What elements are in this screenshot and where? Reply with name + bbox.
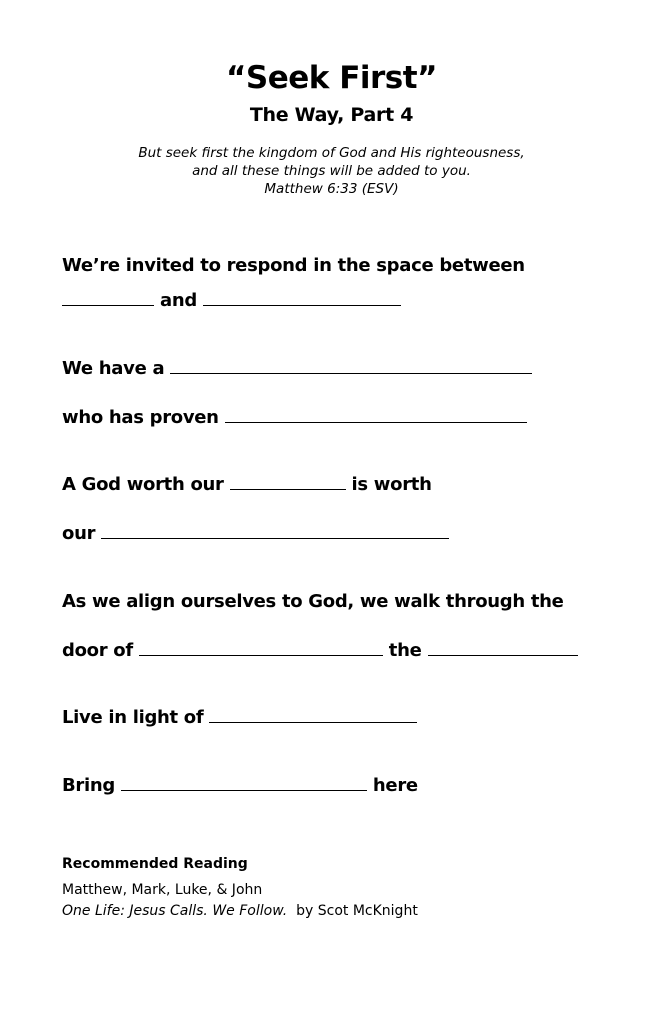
point-3-line-2 <box>62 523 449 544</box>
point-6-text-b: here <box>372 775 418 796</box>
fill-in-blank[interactable] <box>428 654 578 656</box>
verse-reference: Matthew 6:33 (ESV) <box>264 181 399 197</box>
fill-in-blank[interactable] <box>121 789 367 791</box>
point-3-text-c: our <box>62 523 96 544</box>
fill-in-blank[interactable] <box>230 488 346 490</box>
point-4-text-b: door of <box>62 640 133 661</box>
fill-in-blank[interactable] <box>170 372 532 374</box>
point-5-text: Live in light of <box>62 707 204 728</box>
fill-in-blank[interactable] <box>225 421 527 423</box>
book-author: by Scot McKnight <box>296 903 418 919</box>
point-5-line-1 <box>62 707 417 728</box>
point-3-line-1 <box>62 474 432 495</box>
point-1-and: and <box>159 290 197 311</box>
page-subtitle: The Way, Part 4 <box>249 104 414 126</box>
book-title: One Life: Jesus Calls. We Follow. <box>62 903 288 919</box>
point-1-line-2 <box>62 290 401 311</box>
point-4-line-2 <box>62 640 578 661</box>
reading-heading: Recommended Reading <box>62 856 248 872</box>
fill-in-blank[interactable] <box>62 304 154 306</box>
page-title: “Seek First” <box>226 60 437 96</box>
point-3-text-a: A God worth our <box>62 474 224 495</box>
point-3-text-b: is worth <box>351 474 432 495</box>
point-6-text-a: Bring <box>62 775 115 796</box>
point-2-line-1 <box>62 358 532 379</box>
point-2-text-b: who has proven <box>62 407 219 428</box>
fill-in-blank[interactable] <box>139 654 383 656</box>
scripture-verse <box>0 144 663 198</box>
point-4-text-c: the <box>388 640 422 661</box>
point-4-line-1 <box>62 591 564 612</box>
point-1-line-1 <box>62 255 525 276</box>
fill-in-blank[interactable] <box>101 537 449 539</box>
verse-line-1: But seek first the kingdom of God and His righteousness, <box>138 145 525 161</box>
reading-item-1: Matthew, Mark, Luke, & John <box>62 882 263 898</box>
fill-in-blank[interactable] <box>203 304 401 306</box>
point-1-text: We’re invited to respond in the space between <box>62 255 525 276</box>
point-4-text-a: As we align ourselves to God, we walk through the <box>62 591 564 612</box>
fill-in-blank[interactable] <box>209 721 417 723</box>
point-6-line-1 <box>62 775 418 796</box>
point-2-text-a: We have a <box>62 358 165 379</box>
verse-line-2: and all these things will be added to you. <box>192 163 471 179</box>
reading-item-2 <box>62 903 418 919</box>
point-2-line-2 <box>62 407 527 428</box>
